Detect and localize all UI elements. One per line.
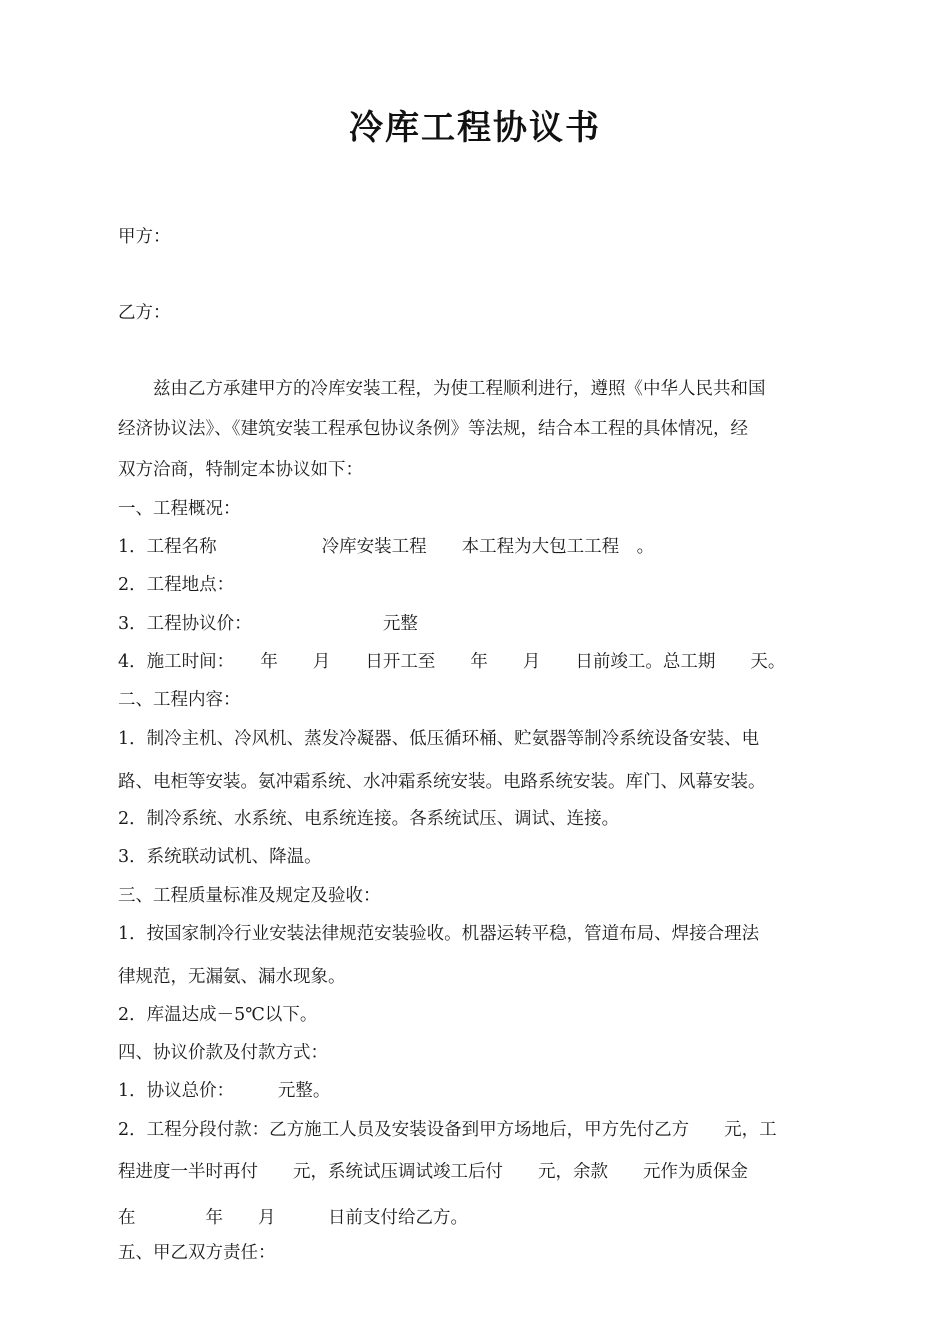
section-heading-5: 五、甲乙双方责任： — [118, 1243, 276, 1263]
section2-item-1-line: 1．制冷主机、冷风机、蒸发冷凝器、低压循环桶、贮氨器等制冷系统设备安装、电 — [118, 729, 760, 749]
section4-item-1: 1．协议总价： 元整。 — [118, 1081, 331, 1101]
section3-item-1-line: 律规范，无漏氨、漏水现象。 — [118, 967, 346, 987]
section4-item-2-line: 2．工程分段付款：乙方施工人员及安装设备到甲方场地后，甲方先付乙方 元，工 — [118, 1120, 777, 1140]
section3-item-1-line: 1．按国家制冷行业安装法律规范安装验收。机器运转平稳，管道布局、焊接合理法 — [118, 924, 760, 944]
section1-item-2: 2．工程地点： — [118, 575, 235, 595]
document-title: 冷库工程协议书 — [349, 108, 601, 148]
section1-item-1: 1．工程名称 冷库安装工程 本工程为大包工工程 。 — [118, 537, 655, 557]
intro-line: 兹由乙方承建甲方的冷库安装工程，为使工程顺利进行，遵照《中华人民共和国 — [118, 379, 766, 399]
section2-item-2: 2．制冷系统、水系统、电系统连接。各系统试压、调试、连接。 — [118, 809, 620, 829]
section4-item-2 — [118, 1122, 833, 1228]
intro-line: 双方洽商，特制定本协议如下： — [118, 460, 363, 480]
party-a-line: 甲方： — [118, 227, 171, 247]
section-heading-2: 二、工程内容： — [118, 690, 241, 710]
intro-line: 经济协议法》、《建筑安装工程承包协议条例》等法规，结合本工程的具体情况，经 — [118, 419, 748, 439]
section-heading-3: 三、工程质量标准及规定及验收： — [118, 886, 381, 906]
section2-item-3: 3．系统联动试机、降温。 — [118, 847, 322, 867]
party-b-line: 乙方： — [118, 303, 171, 323]
section2-item-1-line: 路、电柜等安装。氨冲霜系统、水冲霜系统安装。电路系统安装。库门、风幕安装。 — [118, 772, 766, 792]
section1-item-3: 3．工程协议价： 元整 — [118, 614, 418, 634]
section3-item-2: 2．库温达成－5℃以下。 — [118, 1005, 318, 1025]
section-heading-4: 四、协议价款及付款方式： — [118, 1043, 328, 1063]
intro-paragraph — [118, 381, 833, 480]
section4-item-2-line: 程进度一半时再付 元，系统试压调试竣工后付 元，余款 元作为质保金 — [118, 1162, 748, 1182]
section3-item-1 — [118, 926, 833, 987]
section1-item-4: 4．施工时间： 年 月 日开工至 年 月 日前竣工。总工期 天。 — [118, 652, 786, 672]
section4-item-2-line: 在 年 月 日前支付给乙方。 — [118, 1208, 468, 1228]
section2-item-1 — [118, 731, 833, 792]
section-heading-1: 一、工程概况： — [118, 499, 241, 519]
